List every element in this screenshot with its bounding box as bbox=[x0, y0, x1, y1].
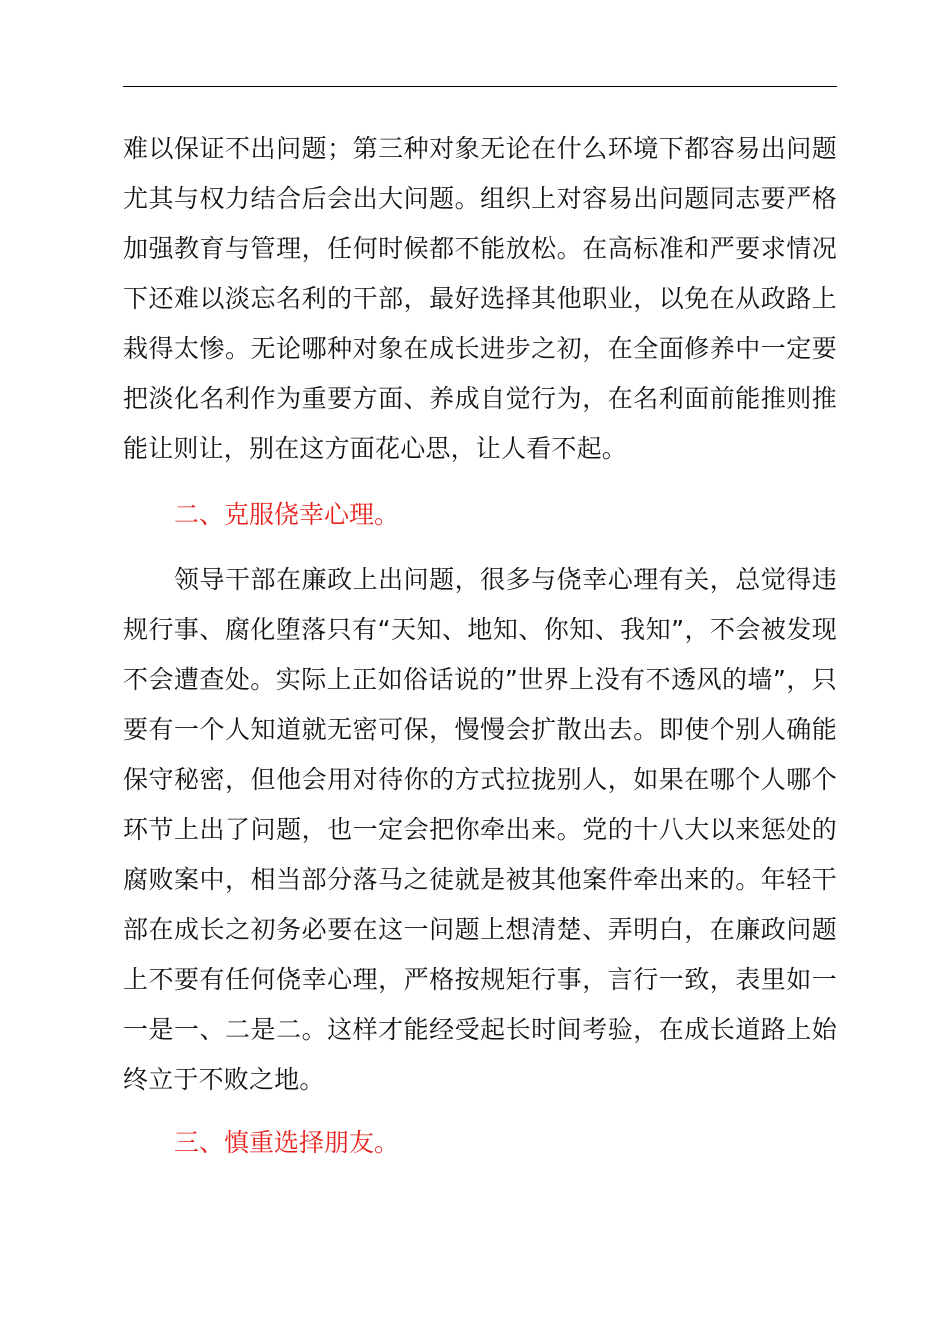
section-heading-2: 二、克服侥幸心理。 bbox=[174, 500, 400, 529]
header-rule bbox=[123, 86, 837, 87]
paragraph-section-2: 领导干部在廉政上出问题，很多与侥幸心理有关，总觉得违规行事、腐化堕落只有“天知、地知、你知、我知”，不会被发现不会遭查处。实际上正如俗话说的”世界上没有不透风的墙”，只要有一个人知道就无密可保，慢慢会扩散出去。即使个别人确能保守秘密，但他会用对待你的方式拉拢别人，如果在哪个人哪个环节上出了问题，也一定会把你牵出来。党的十八大以来惩处的腐败案中，相当部分落马之徒就是被其他案件牵出来的。年轻干部在成长之初务必要在这一问题上想清楚、弄明白，在廉政问题上不要有任何侥幸心理，严格按规矩行事，言行一致，表里如一一是一、二是二。这样才能经受起长时间考验，在成长道路上始终立于不败之地。 bbox=[123, 565, 837, 1094]
section-heading-3: 三、慎重选择朋友。 bbox=[174, 1128, 400, 1157]
paragraph-continuation: 难以保证不出问题；第三种对象无论在什么环境下都容易出问题尤其与权力结合后会出大问题。组织上对容易出问题同志要严格加强教育与管理，任何时候都不能放松。在高标准和严要求情况下还难以淡忘名利的干部，最好选择其他职业，以免在从政路上栽得太惨。无论哪种对象在成长进步之初，在全面修养中一定要把淡化名利作为重要方面、养成自觉行为，在名利面前能推则推能让则让，别在这方面花心思，让人看不起。 bbox=[123, 134, 837, 463]
